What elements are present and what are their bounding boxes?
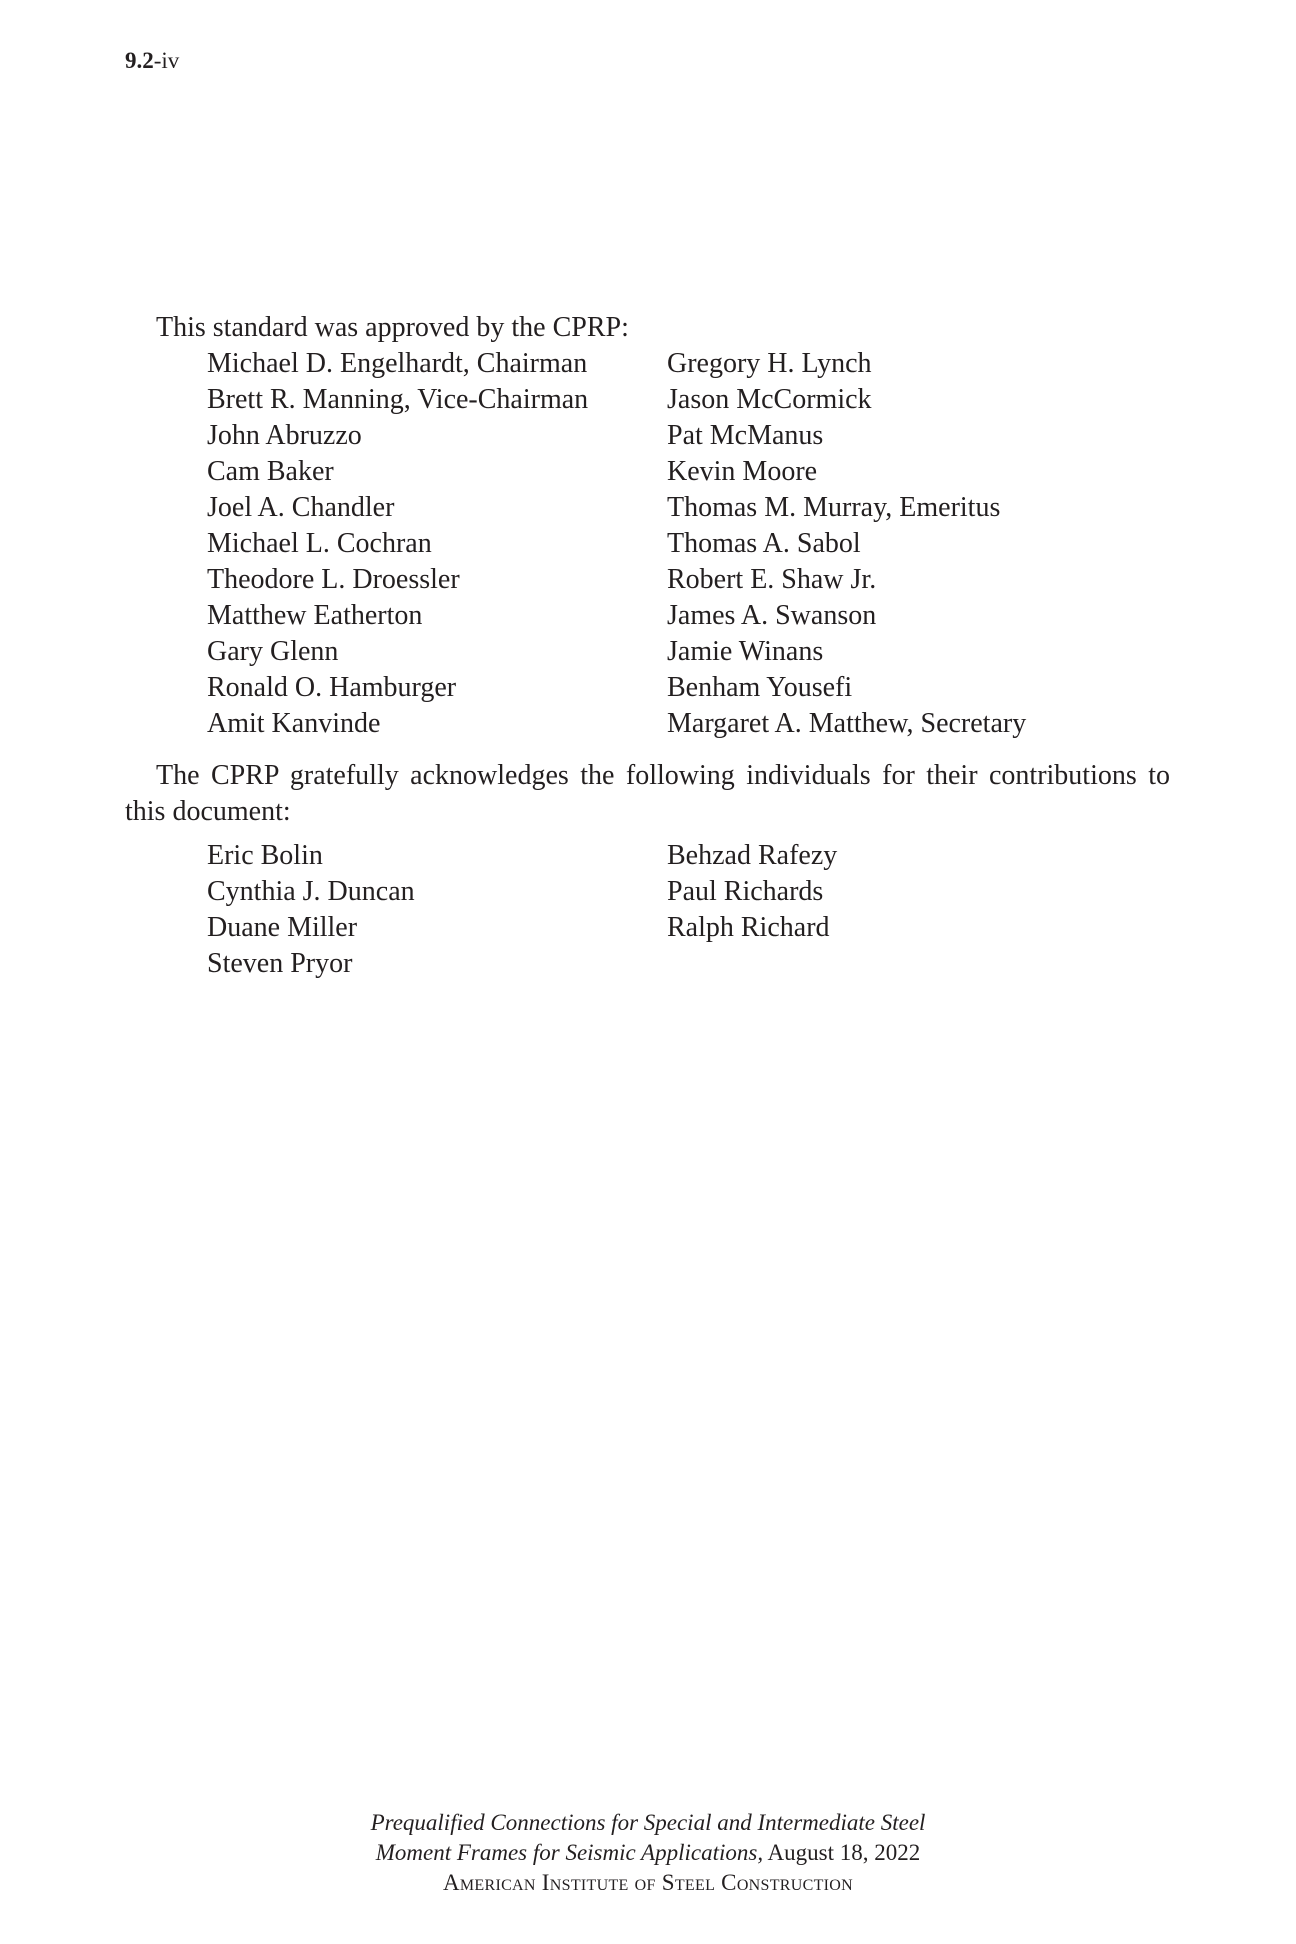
person-name: Ronald O. Hamburger [207,672,457,703]
person-name: Amit Kanvinde [207,708,381,739]
person-name: Cynthia J. Duncan [207,876,415,907]
footer-title-line1: Prequalified Connections for Special and Intermediate Steel [370,1810,926,1835]
person-name: John Abruzzo [207,420,362,451]
approval-right-column [667,346,1087,742]
page-number-suffix: -iv [153,48,180,73]
acknowledgment-left-column [207,838,667,982]
footer-title-line2-wrap [0,1838,1296,1868]
person-name: Theodore L. Droessler [207,564,460,595]
person-name: Benham Yousefi [667,672,853,703]
person-name: Margaret A. Matthew, Secretary [667,708,1027,739]
person-name: Matthew Eatherton [207,600,423,631]
person-name: Eric Bolin [207,840,323,871]
footer-title-line2: Moment Frames for Seismic Applications, [375,1840,764,1865]
page-number [125,46,179,76]
footer-publisher: American Institute of Steel Construction [442,1870,854,1895]
approval-left-column [207,346,667,742]
person-name: Pat McManus [667,420,824,451]
person-name: Thomas M. Murray, Emeritus [667,492,1001,523]
acknowledgment-names [207,838,1170,982]
person-name: Jamie Winans [667,636,824,667]
person-name: Michael D. Engelhardt, Chairman [207,348,588,379]
person-name: Kevin Moore [667,456,818,487]
person-name: Thomas A. Sabol [667,528,861,559]
person-name: Ralph Richard [667,912,830,943]
document-body [125,310,1170,982]
person-name: Brett R. Manning, Vice-Chairman [207,384,589,415]
person-name: Michael L. Cochran [207,528,432,559]
person-name: Steven Pryor [207,948,353,979]
page-footer [0,1808,1296,1898]
acknowledgment-right-column [667,838,1087,982]
person-name: Gary Glenn [207,636,339,667]
person-name: Behzad Rafezy [667,840,838,871]
person-name: Gregory H. Lynch [667,348,872,379]
person-name: Duane Miller [207,912,358,943]
approval-intro: This standard was approved by the CPRP: [156,312,629,343]
person-name: Cam Baker [207,456,334,487]
person-name: Jason McCormick [667,384,872,415]
page-number-section: 9.2 [125,48,154,73]
person-name: Paul Richards [667,876,824,907]
acknowledgment-intro: The CPRP gratefully acknowledges the following individuals for their contributions to this document: [125,760,1170,827]
approval-names [207,346,1170,742]
person-name: James A. Swanson [667,600,877,631]
person-name: Joel A. Chandler [207,492,395,523]
person-name: Robert E. Shaw Jr. [667,564,877,595]
footer-date: August 18, 2022 [763,1840,921,1865]
